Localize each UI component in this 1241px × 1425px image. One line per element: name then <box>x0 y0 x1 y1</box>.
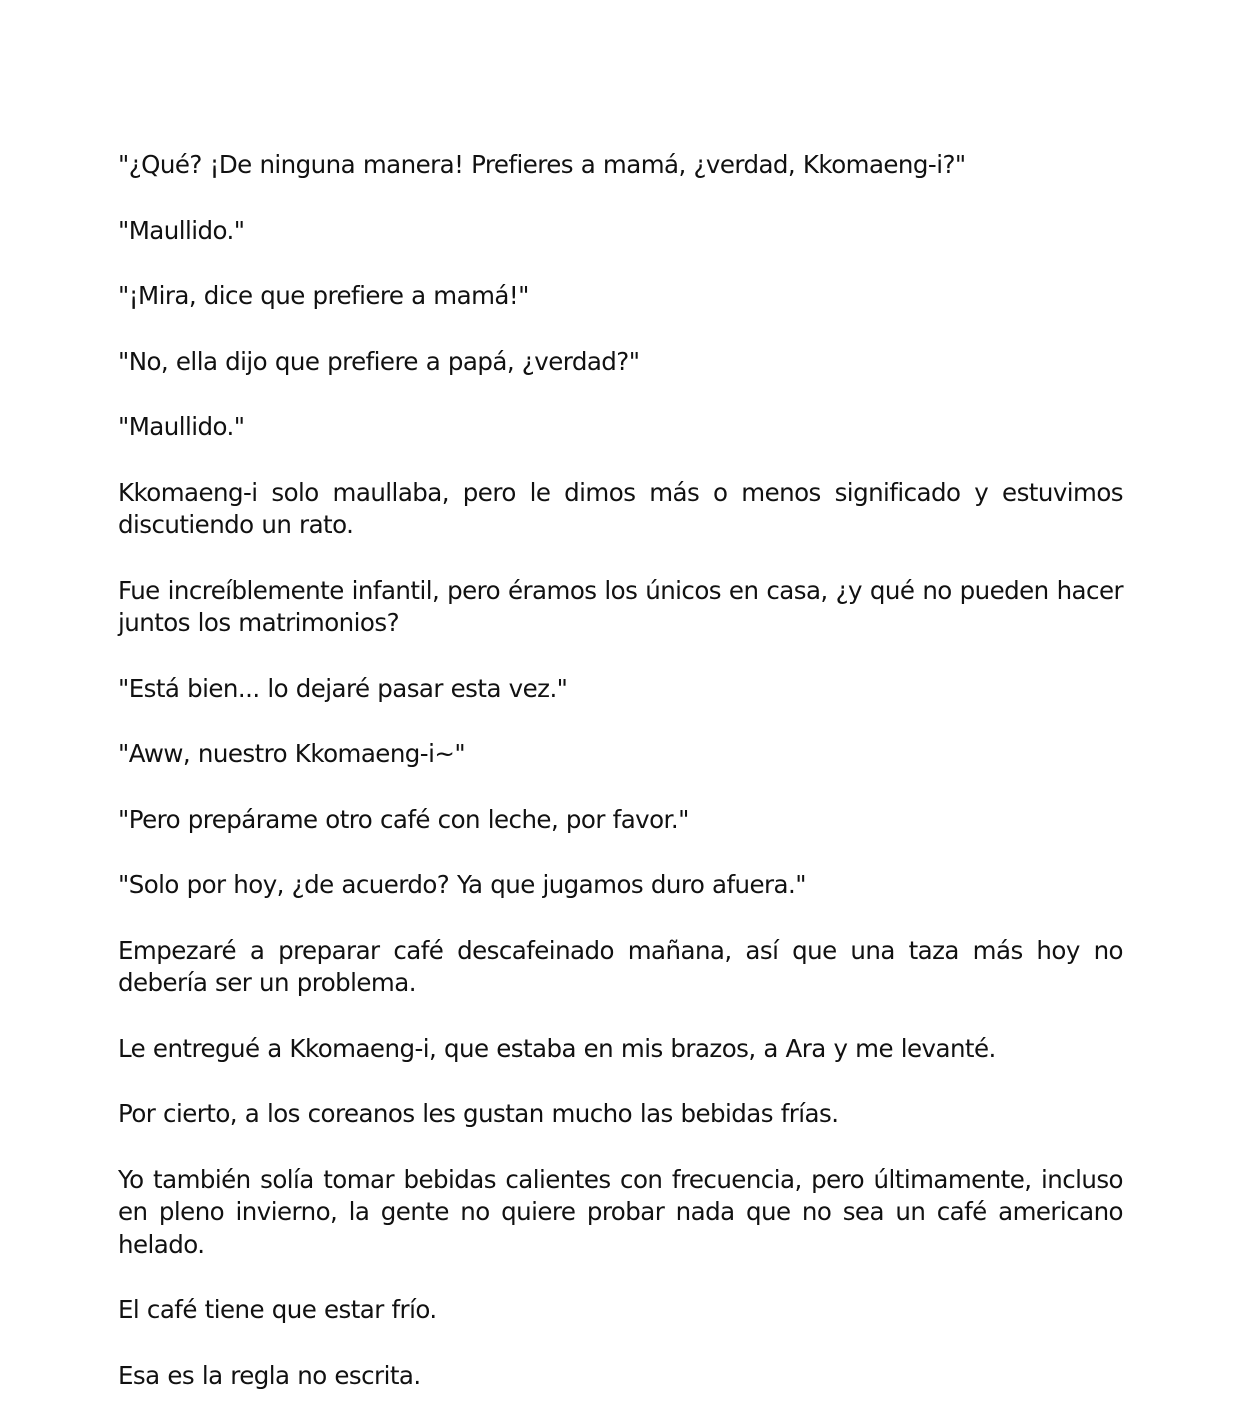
paragraph: Fue increíblemente infantil, pero éramos los únicos en casa, ¿y qué no pueden hacer juntos los matrimonios? <box>118 575 1123 637</box>
paragraph: Empezaré a preparar café descafeinado mañana, así que una taza más hoy no debería ser un problema. <box>118 935 1123 997</box>
paragraph: "Maullido." <box>118 412 245 441</box>
paragraph: "Está bien... lo dejaré pasar esta vez." <box>118 673 568 703</box>
paragraph: Esa es la regla no escrita. <box>118 1360 421 1390</box>
paragraph: "¿Qué? ¡De ninguna manera! Prefieres a mamá, ¿verdad, Kkomaeng-i?" <box>118 150 966 179</box>
paragraph: Le entregué a Kkomaeng-i, que estaba en mis brazos, a Ara y me levanté. <box>118 1033 996 1063</box>
paragraph: "Aww, nuestro Kkomaeng-i~" <box>118 739 466 768</box>
document-page <box>118 149 1123 1425</box>
paragraph: Por cierto, a los coreanos les gustan mucho las bebidas frías. <box>118 1099 839 1128</box>
paragraph: "¡Mira, dice que prefiere a mamá!" <box>118 281 529 310</box>
paragraph: El café tiene que estar frío. <box>118 1295 437 1324</box>
paragraph: Yo también solía tomar bebidas calientes con frecuencia, pero últimamente, incluso en pleno invierno, la gente no quiere probar nada que no sea un café americano helado. <box>118 1164 1123 1259</box>
paragraph: "No, ella dijo que prefiere a papá, ¿verdad?" <box>118 346 640 376</box>
paragraph: Kkomaeng-i solo maullaba, pero le dimos más o menos significado y estuvimos discutiendo un rato. <box>118 477 1123 539</box>
paragraph: "Solo por hoy, ¿de acuerdo? Ya que jugamos duro afuera." <box>118 870 806 899</box>
paragraph: "Maullido." <box>118 215 245 245</box>
paragraph: "Pero prepárame otro café con leche, por favor." <box>118 804 689 834</box>
